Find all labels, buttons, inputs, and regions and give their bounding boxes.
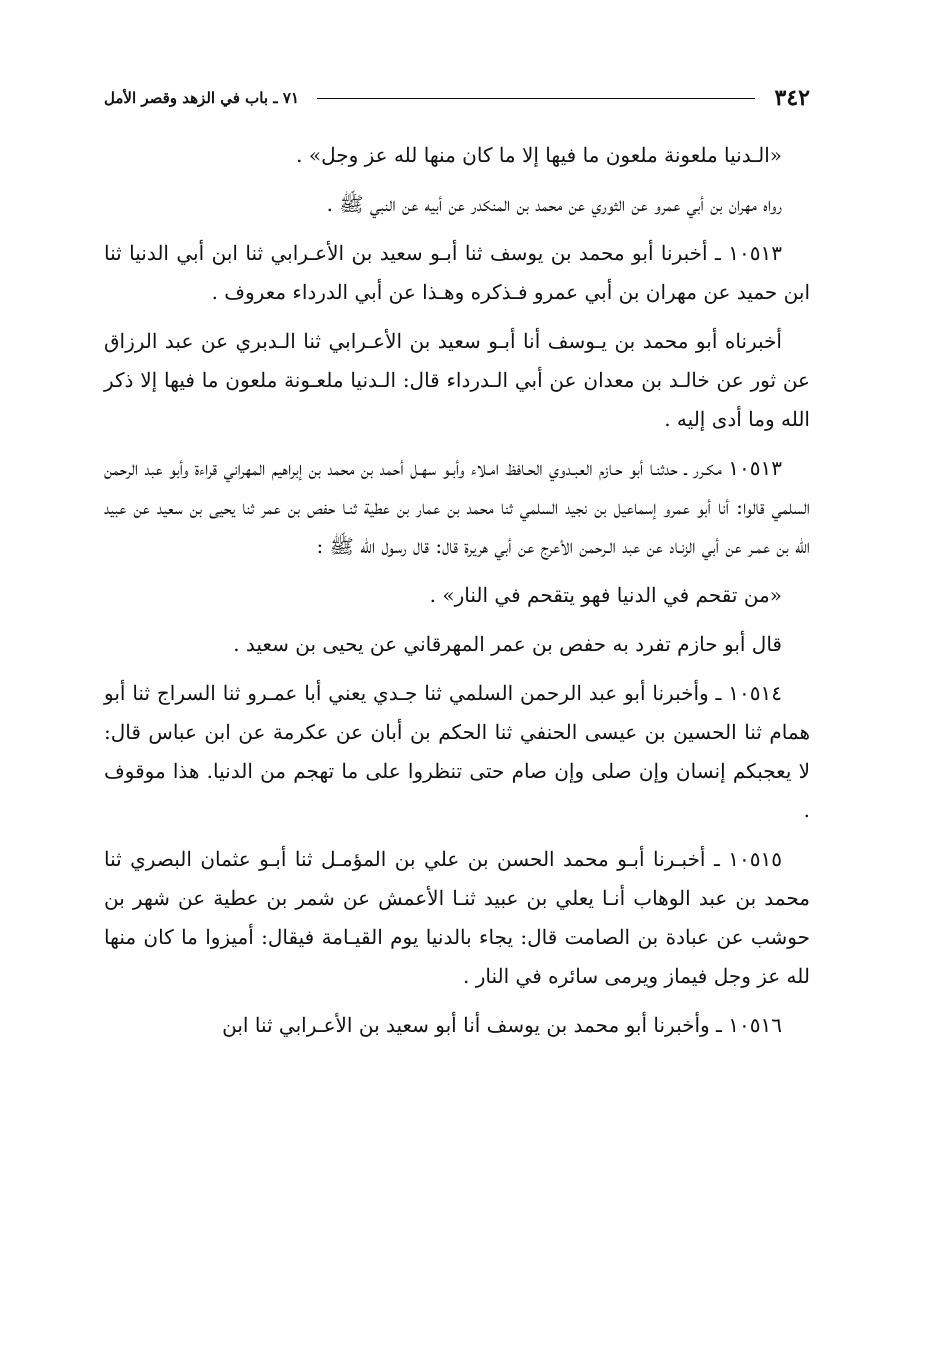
page-number: ٣٤٢ bbox=[774, 85, 810, 111]
book-page bbox=[104, 78, 810, 1278]
narration-paragraph: رواه مهران بن أبي عمرو عن الثوري عن محمد بن المنكدر عن أبيه عن النبي ﷺ . bbox=[326, 192, 782, 216]
hadith-entry-10513: ١٠٥١٣ ـ أخبرنا أبو محمد بن يوسف ثنا أبـو سعيد بن الأعـرابي ثنا ابن أبي الدنيا ثنا ابن حميد عن مهران بن أبي عمرو فـذكره وهـذا عن أبي الدرداء معروف . bbox=[104, 241, 810, 304]
page-body bbox=[104, 136, 810, 1045]
hadith-quote: «الـدنيا ملعونة ملعون ما فيها إلا ما كان منها لله عز وجل» . bbox=[296, 143, 782, 167]
hadith-entry-10516: ١٠٥١٦ ـ وأخبرنا أبو محمد بن يوسف أنا أبو سعيد بن الأعـرابي ثنا ابن bbox=[222, 1013, 782, 1037]
hadith-entry-10515: ١٠٥١٥ ـ أخبـرنا أبـو محمد الحسن بن علي بن المؤمـل ثنا أبـو عثمان البصري ثنا محمد بن عبد الوهاب أنـا يعلي بن عبيد ثنـا الأعمش عن شمر بن عطية عن شهر بن حوشب عن عبادة بن الصامت قال: يجاء بالدنيا يوم القيـامة فيقال: أميزوا ما كان منها لله عز وجل فيماز ويرمى سائره في النار . bbox=[104, 847, 810, 988]
chapter-title: ٧١ ـ باب في الزهد وقصر الأمل bbox=[104, 89, 300, 107]
narration-paragraph: أخبرناه أبو محمد بن يـوسف أنا أبـو سعيد بن الأعـرابي ثنا الـدبري عن عبد الرزاق عن ثور عن خالـد بن معدان عن أبي الـدرداء قال: الـدنيا ملعـونة ملعون ما فيها إلا ذكر الله وما أدى إليه . bbox=[104, 329, 810, 431]
hadith-quote: «من تقحم في الدنيا فهو يتقحم في النار» . bbox=[429, 583, 782, 607]
hadith-entry-10514: ١٠٥١٤ ـ وأخبرنا أبو عبد الرحمن السلمي ثنا جـدي يعني أبا عمـرو ثنا السراج ثنا أبو همام ثنا الحسين بن عيسى الحنفي ثنا الحكم بن أبان عن عكرمة عن ابن عباس قال: لا يعجبكم إنسان وإن صلى وإن صام حتى تنظروا على ما تهجم من الدنيا. هذا موقوف . bbox=[104, 681, 810, 822]
header-rule bbox=[317, 98, 755, 99]
hadith-entry-10513-repeat: ١٠٥١٣ مكـرر ـ حدثنـا أبو حـازم العبـدوي الحـافظ امـلاء وأبـو سهـل أحمد بن محمد بن إبراهيم المهراني قراءة وأبو عبد الرحمن السلمي قالوا: أنا أبو عمرو إسماعيل بن نجيد السلمي ثنا محمد بن عمار بن عطية ثنـا حفص بن عمر ثنا يحيى بن سعيد عن عبيد الله بن عمـر عن أبي الزنـاد عن عبد الـرحمن الأعرج عن أبي هريرة قال: قال رسول الله ﷺ : bbox=[104, 456, 810, 558]
page-header bbox=[104, 78, 810, 118]
narration-paragraph: قال أبو حازم تفرد به حفص بن عمر المهرقاني عن يحيى بن سعيد . bbox=[233, 632, 782, 656]
